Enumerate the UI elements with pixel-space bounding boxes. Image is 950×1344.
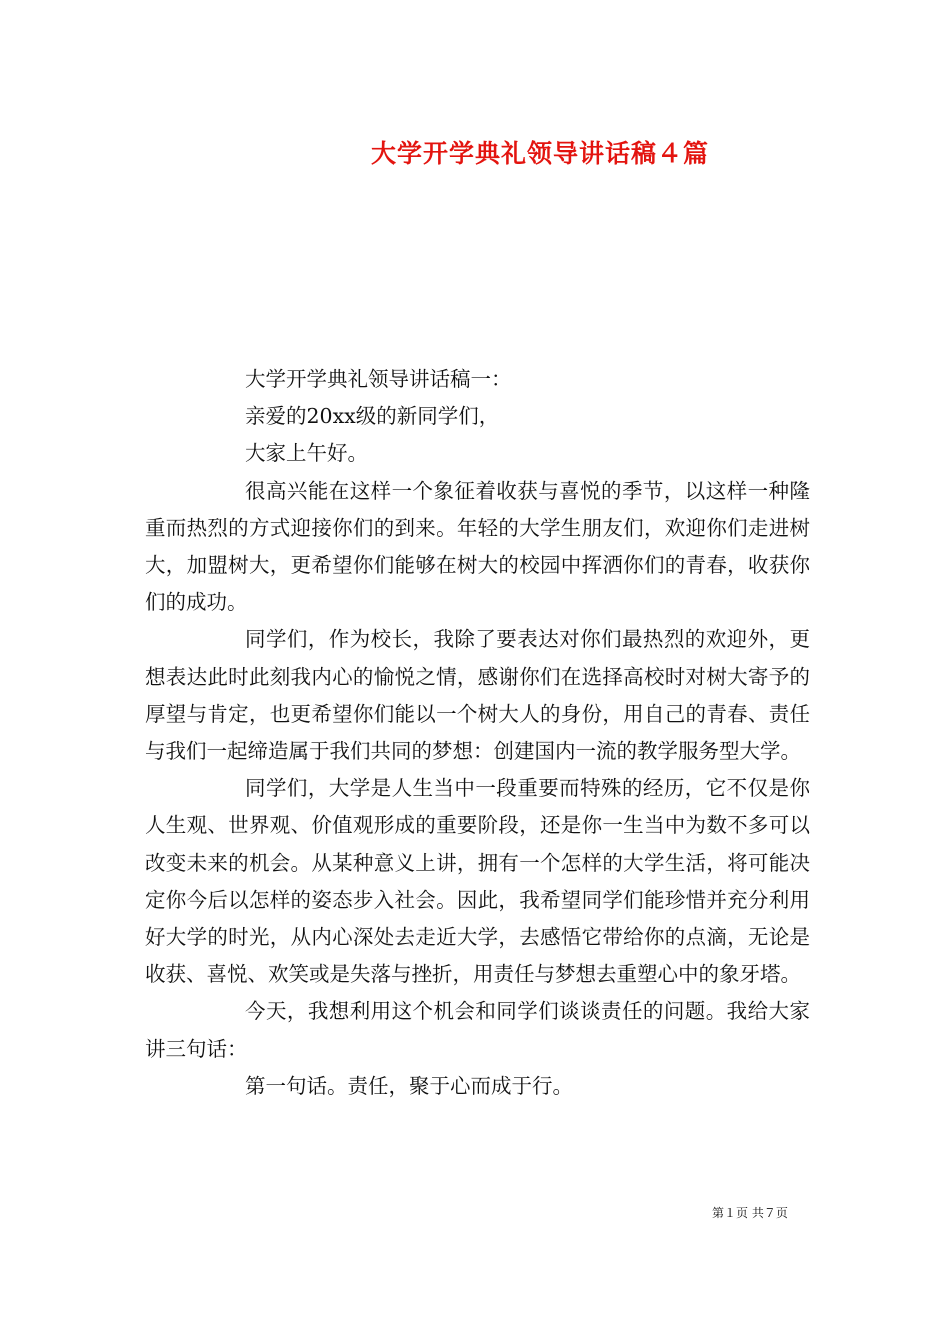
paragraph: 同学们，大学是人生当中一段重要而特殊的经历，它不仅是你人生观、世界观、价值观形成的重要阶段，还是你一生当中为数不多可以改变未来的机会。从某种意义上讲，拥有一个怎样的大学生活，将可能决定你今后以怎样的姿态步入社会。因此，我希望同学们能珍惜并充分利用好大学的时光，从内心深处去走近大学，去感悟它带给你的点滴，无论是收获、喜悦、欢笑或是失落与挫折，用责任与梦想去重塑心中的象牙塔。	[145, 776, 810, 987]
paragraph: 今天，我想利用这个机会和同学们谈谈责任的问题。我给大家讲三句话：	[145, 999, 810, 1061]
paragraph: 大学开学典礼领导讲话稿一：	[245, 367, 512, 391]
paragraph: 同学们，作为校长，我除了要表达对你们最热烈的欢迎外，更想表达此时此刻我内心的愉悦之情，感谢你们在选择高校时对树大寄予的厚望与肯定，也更希望你们能以一个树大人的身份，用自己的青春、责任与我们一起缔造属于我们共同的梦想：创建国内一流的教学服务型大学。	[145, 627, 810, 764]
paragraph: 亲爱的20xx级的新同学们，	[245, 404, 500, 429]
page-number-footer: 第１页 共７页	[712, 1206, 788, 1220]
document-title: 大学开学典礼领导讲话稿４篇	[370, 139, 709, 168]
paragraph: 很高兴能在这样一个象征着收获与喜悦的季节，以这样一种隆重而热烈的方式迎接你们的到来。年轻的大学生朋友们，欢迎你们走进树大，加盟树大，更希望你们能够在树大的校园中挥洒你们的青春，收获你们的成功。	[145, 478, 810, 615]
paragraph: 第一句话。责任，聚于心而成于行。	[245, 1073, 573, 1098]
paragraph: 大家上午好。	[245, 441, 368, 466]
document-body	[145, 361, 810, 1105]
